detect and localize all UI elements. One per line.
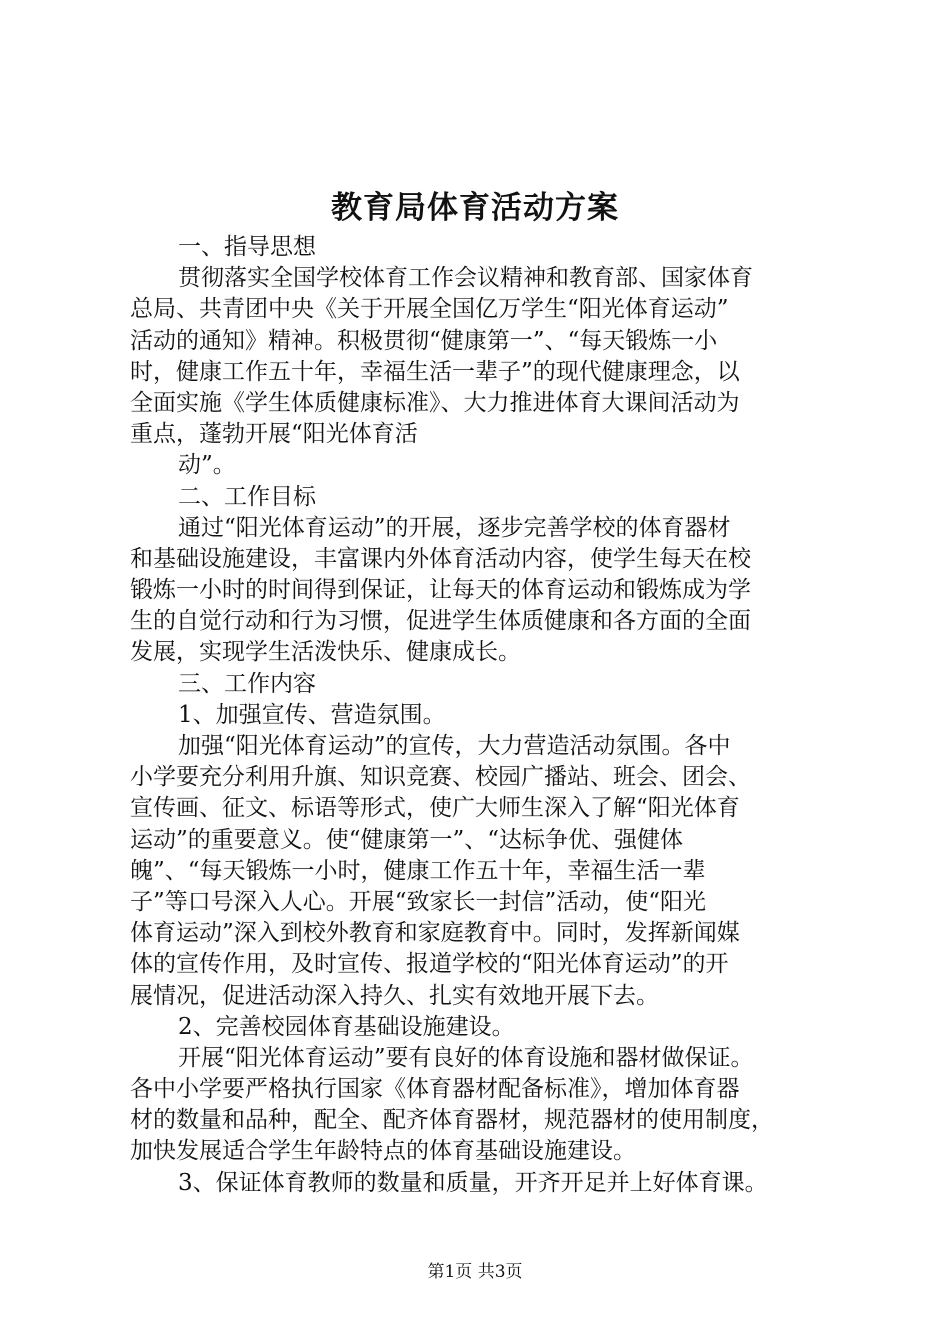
text-line: 重点，蓬勃开展“阳光体育活 bbox=[130, 421, 418, 448]
text-line: 小学要充分利用升旗、知识竞赛、校园广播站、班会、团会、 bbox=[130, 764, 751, 791]
text-line: 子”等口号深入人心。开展“致家长一封信”活动，使“阳光 bbox=[130, 888, 707, 915]
text-line: 时，健康工作五十年，幸福生活一辈子”的现代健康理念，以 bbox=[130, 358, 740, 385]
text-line: 魄”、“每天锻炼一小时，健康工作五十年，幸福生活一辈 bbox=[130, 857, 706, 884]
text-line: 发展，实现学生活泼快乐、健康成长。 bbox=[130, 639, 521, 666]
page-footer: 第1页 共3页 bbox=[427, 1262, 523, 1282]
text-line: 贯彻落实全国学校体育工作会议精神和教育部、国家体育 bbox=[178, 265, 753, 292]
text-line: 开展“阳光体育运动”要有良好的体育设施和器材做保证。 bbox=[178, 1044, 754, 1071]
text-line: 总局、共青团中央《关于开展全国亿万学生“阳光体育运动” bbox=[130, 296, 729, 323]
text-line: 和基础设施建设，丰富课内外体育活动内容，使学生每天在校 bbox=[130, 545, 751, 572]
text-line: 通过“阳光体育运动”的开展，逐步完善学校的体育器材 bbox=[178, 514, 731, 541]
text-line: 各中小学要严格执行国家《体育器材配备标准》，增加体育器 bbox=[130, 1076, 740, 1103]
text-line: 材的数量和品种，配全、配齐体育器材，规范器材的使用制度， bbox=[130, 1107, 774, 1134]
text-line: 加快发展适合学生年龄特点的体育基础设施建设。 bbox=[130, 1138, 636, 1165]
text-line: 宣传画、征文、标语等形式，使广大师生深入了解“阳光体育 bbox=[130, 795, 740, 822]
text-line: 运动”的重要意义。使“健康第一”、“达标争优、强健体 bbox=[130, 826, 684, 853]
text-line: 活动的通知》精神。积极贯彻“健康第一”、“每天锻炼一小 bbox=[130, 327, 718, 354]
document-body bbox=[130, 232, 830, 1199]
text-line: 展情况，促进活动深入持久、扎实有效地开展下去。 bbox=[130, 982, 659, 1009]
text-line: 一、指导思想 bbox=[178, 234, 316, 260]
text-line: 1、加强宣传、营造氛围。 bbox=[178, 701, 446, 728]
text-line: 全面实施《学生体质健康标准》、大力推进体育大课间活动为 bbox=[130, 389, 740, 416]
text-line: 三、工作内容 bbox=[178, 670, 316, 697]
text-line: 2、完善校园体育基础设施建设。 bbox=[178, 1013, 515, 1040]
text-line: 生的自觉行动和行为习惯，促进学生体质健康和各方面的全面 bbox=[130, 608, 751, 635]
text-line: 加强“阳光体育运动”的宣传，大力营造活动氛围。各中 bbox=[178, 733, 731, 759]
text-line: 二、工作目标 bbox=[178, 483, 316, 510]
text-line: 3、保证体育教师的数量和质量，开齐开足并上好体育课。 bbox=[178, 1169, 768, 1196]
text-line: 体的宣传作用，及时宣传、报道学校的“阳光体育运动”的开 bbox=[130, 951, 729, 978]
text-line: 锻炼一小时的时间得到保证，让每天的体育运动和锻炼成为学 bbox=[130, 577, 751, 604]
document-title: 教育局体育活动方案 bbox=[331, 190, 619, 226]
text-line: 动”。 bbox=[178, 452, 236, 479]
text-line: 体育运动”深入到校外教育和家庭教育中。同时，发挥新闻媒 bbox=[130, 920, 740, 947]
